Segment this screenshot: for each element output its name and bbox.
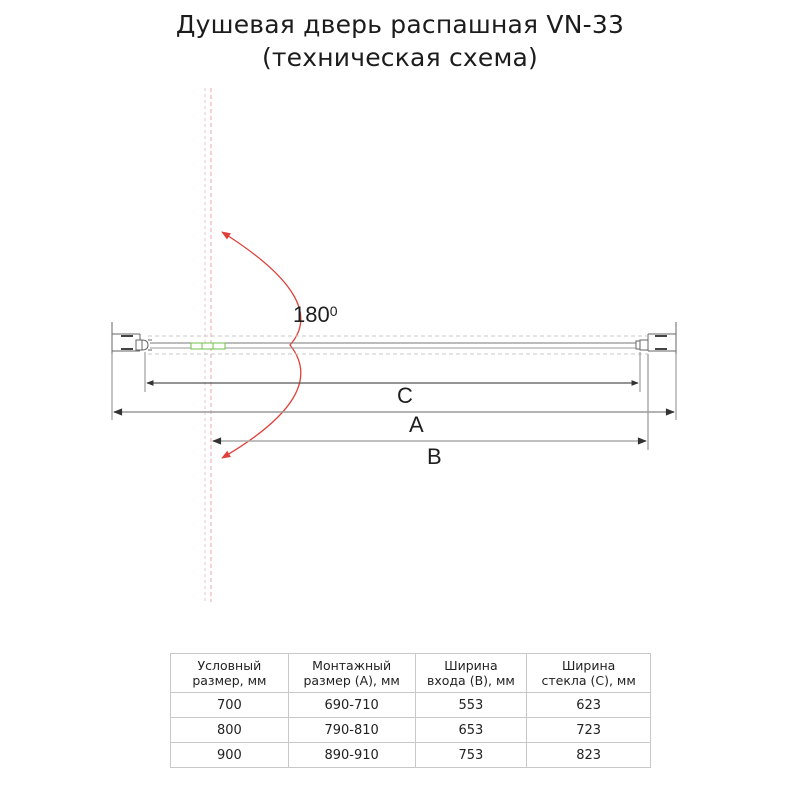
cell-entry-width: 553 bbox=[415, 693, 527, 718]
angle-value: 180 bbox=[293, 302, 330, 327]
header-entry-width: Ширина входа (B), мм bbox=[415, 654, 527, 693]
dimension-label-c: C bbox=[397, 383, 413, 408]
title-line-2: (техническая схема) bbox=[261, 43, 539, 72]
table-row bbox=[171, 743, 651, 768]
cell-nominal-size: 700 bbox=[171, 693, 289, 718]
table-row bbox=[171, 718, 651, 743]
cell-entry-width: 653 bbox=[415, 718, 527, 743]
header-mounting-size: Монтажный размер (A), мм bbox=[288, 654, 415, 693]
cell-glass-width: 623 bbox=[527, 693, 651, 718]
angle-label bbox=[293, 303, 338, 327]
table-row bbox=[171, 693, 651, 718]
title-line-1: Душевая дверь распашная VN-33 bbox=[175, 10, 625, 39]
cell-glass-width: 723 bbox=[527, 718, 651, 743]
table-header-row bbox=[171, 654, 651, 693]
header-glass-width: Ширина стекла (C), мм bbox=[527, 654, 651, 693]
left-wall-profile bbox=[112, 322, 152, 354]
cell-glass-width: 823 bbox=[527, 743, 651, 768]
dimension-label-a: A bbox=[409, 412, 424, 437]
dimension-label-b: B bbox=[427, 444, 442, 469]
cell-entry-width: 753 bbox=[415, 743, 527, 768]
size-table bbox=[170, 653, 651, 768]
cell-mounting-size: 790-810 bbox=[288, 718, 415, 743]
degree-symbol: 0 bbox=[329, 303, 338, 319]
cell-nominal-size: 900 bbox=[171, 743, 289, 768]
cell-mounting-size: 690-710 bbox=[288, 693, 415, 718]
right-wall-profile bbox=[636, 322, 676, 354]
swing-arc-icon bbox=[222, 232, 301, 458]
header-nominal-size: Условный размер, мм bbox=[171, 654, 289, 693]
cell-nominal-size: 800 bbox=[171, 718, 289, 743]
hinge-icon bbox=[191, 343, 225, 349]
extension-lines bbox=[112, 352, 676, 450]
cell-mounting-size: 890-910 bbox=[288, 743, 415, 768]
